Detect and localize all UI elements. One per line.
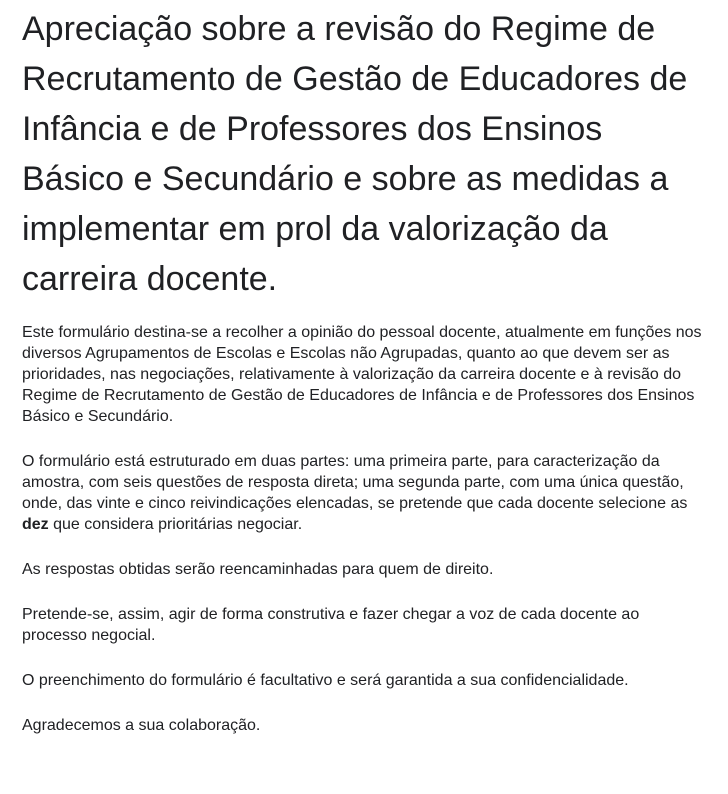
paragraph-2-text-start: O formulário está estruturado em duas partes: uma primeira parte, para caracterização da amostra, com seis questões de resposta direta; uma segunda parte, com uma única questão, onde, das vinte e cinco reivindicações elencadas, se pretende que cada docente selecione as: [22, 453, 688, 512]
description-paragraph-1: Este formulário destina-se a recolher a opinião do pessoal docente, atualmente em funções nos diversos Agrupamentos de Escolas e Escolas não Agrupadas, quanto ao que devem ser as prioridades, nas negociações, relativamente à valorização da carreira docente e à revisão do Regime de Recrutamento de Gestão de Educadores de Infância e de Professores dos Ensinos Básico e Secundário.: [22, 324, 702, 425]
description-paragraph-5: O preenchimento do formulário é facultativo e será garantida a sua confidencialidade.: [22, 672, 629, 689]
description-paragraph-2: [22, 451, 706, 535]
paragraph-2-bold-text: dez: [22, 516, 49, 533]
paragraph-2-text-end: que considera prioritárias negociar.: [48, 516, 303, 533]
description-paragraph-3: As respostas obtidas serão reencaminhadas para quem de direito.: [22, 561, 494, 578]
description-paragraph-4: Pretende-se, assim, agir de forma construtiva e fazer chegar a voz de cada docente ao processo negocial.: [22, 606, 640, 644]
form-title: Apreciação sobre a revisão do Regime de Recrutamento de Gestão de Educadores de Infância e de Professores dos Ensinos Básico e Secundário e sobre as medidas a implementar em prol da valorização da carreira docente.: [22, 10, 688, 298]
form-description: [22, 322, 706, 736]
description-paragraph-6: Agradecemos a sua colaboração.: [22, 717, 261, 734]
